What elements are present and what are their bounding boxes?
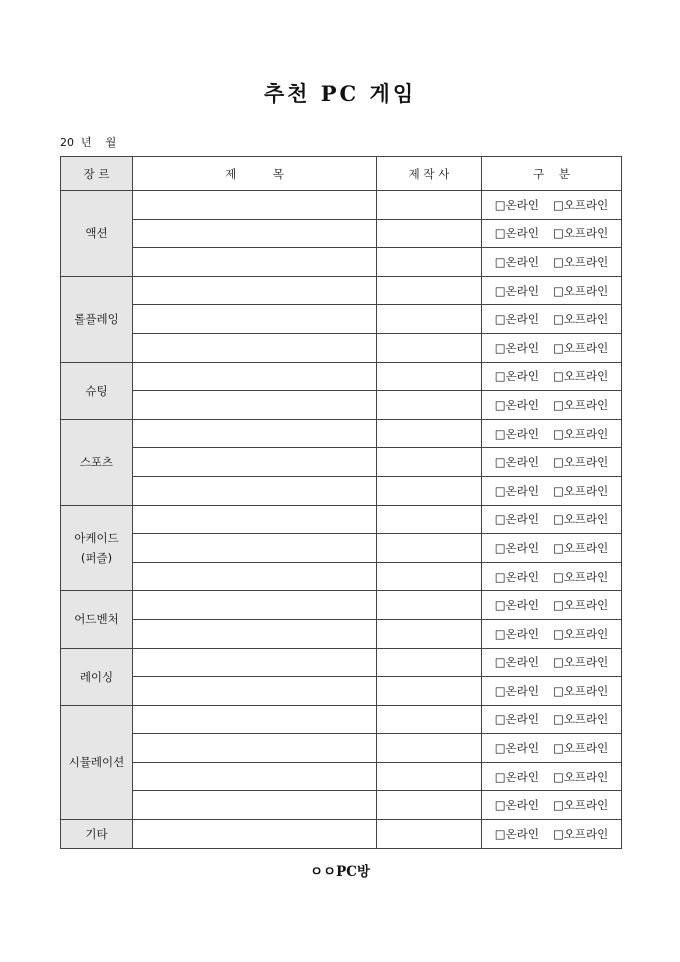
maker-cell[interactable] xyxy=(377,476,482,505)
online-checkbox[interactable]: □온라인 xyxy=(494,826,539,841)
offline-checkbox[interactable]: □오프라인 xyxy=(552,741,609,756)
online-checkbox[interactable]: □온라인 xyxy=(494,741,539,756)
maker-cell[interactable] xyxy=(377,333,482,362)
category-cell xyxy=(482,391,622,420)
offline-checkbox[interactable]: □오프라인 xyxy=(552,655,609,670)
category-cell xyxy=(482,505,622,534)
maker-cell[interactable] xyxy=(377,820,482,849)
game-title-cell[interactable] xyxy=(133,791,377,820)
maker-cell[interactable] xyxy=(377,448,482,477)
offline-checkbox[interactable]: □오프라인 xyxy=(552,483,609,498)
table-row xyxy=(61,820,622,849)
maker-cell[interactable] xyxy=(377,219,482,248)
genre-cell: 레이싱 xyxy=(61,648,133,705)
offline-checkbox[interactable]: □오프라인 xyxy=(552,197,609,212)
table-row xyxy=(61,677,622,706)
game-title-cell[interactable] xyxy=(133,362,377,391)
table-row xyxy=(61,391,622,420)
online-checkbox[interactable]: □온라인 xyxy=(494,369,539,384)
table-row xyxy=(61,362,622,391)
footer-pc-room-name: ㅇㅇPC방 xyxy=(309,864,371,880)
table-row xyxy=(61,562,622,591)
offline-checkbox[interactable]: □오프라인 xyxy=(552,312,609,327)
online-checkbox[interactable]: □온라인 xyxy=(494,312,539,327)
game-title-cell[interactable] xyxy=(133,677,377,706)
table-row xyxy=(61,791,622,820)
offline-checkbox[interactable]: □오프라인 xyxy=(552,426,609,441)
table-row xyxy=(61,276,622,305)
category-cell xyxy=(482,619,622,648)
maker-cell[interactable] xyxy=(377,591,482,620)
maker-cell[interactable] xyxy=(377,419,482,448)
category-cell xyxy=(482,276,622,305)
header-row xyxy=(61,157,622,191)
online-checkbox[interactable]: □온라인 xyxy=(494,226,539,241)
online-checkbox[interactable]: □온라인 xyxy=(494,397,539,412)
table-row xyxy=(61,219,622,248)
offline-checkbox[interactable]: □오프라인 xyxy=(552,798,609,813)
maker-cell[interactable] xyxy=(377,762,482,791)
game-title-cell[interactable] xyxy=(133,705,377,734)
game-title-cell[interactable] xyxy=(133,305,377,334)
game-title-cell[interactable] xyxy=(133,820,377,849)
game-title-cell[interactable] xyxy=(133,562,377,591)
table-row xyxy=(61,648,622,677)
maker-cell[interactable] xyxy=(377,619,482,648)
online-checkbox[interactable]: □온라인 xyxy=(494,569,539,584)
genre-cell: 어드벤처 xyxy=(61,591,133,648)
table-row xyxy=(61,705,622,734)
category-cell xyxy=(482,419,622,448)
category-cell xyxy=(482,791,622,820)
category-cell xyxy=(482,248,622,277)
table-row xyxy=(61,448,622,477)
maker-cell[interactable] xyxy=(377,391,482,420)
title-header: 제 목 xyxy=(133,157,377,191)
offline-checkbox[interactable]: □오프라인 xyxy=(552,512,609,527)
game-title-cell[interactable] xyxy=(133,191,377,220)
genre-cell: 롤플레잉 xyxy=(61,276,133,362)
category-cell xyxy=(482,705,622,734)
maker-cell[interactable] xyxy=(377,791,482,820)
game-title-cell[interactable] xyxy=(133,448,377,477)
maker-cell[interactable] xyxy=(377,677,482,706)
category-cell xyxy=(482,762,622,791)
online-checkbox[interactable]: □온라인 xyxy=(494,426,539,441)
genre-cell: 기타 xyxy=(61,820,133,849)
category-cell xyxy=(482,591,622,620)
table-body xyxy=(61,191,622,849)
game-title-cell[interactable] xyxy=(133,505,377,534)
game-title-cell[interactable] xyxy=(133,248,377,277)
online-checkbox[interactable]: □온라인 xyxy=(494,455,539,470)
category-cell xyxy=(482,534,622,563)
maker-cell[interactable] xyxy=(377,734,482,763)
offline-checkbox[interactable]: □오프라인 xyxy=(552,283,609,298)
maker-cell[interactable] xyxy=(377,362,482,391)
table-row xyxy=(61,305,622,334)
offline-checkbox[interactable]: □오프라인 xyxy=(552,254,609,269)
maker-cell[interactable] xyxy=(377,505,482,534)
online-checkbox[interactable]: □온라인 xyxy=(494,483,539,498)
offline-checkbox[interactable]: □오프라인 xyxy=(552,769,609,784)
category-cell xyxy=(482,562,622,591)
game-title-cell[interactable] xyxy=(133,391,377,420)
online-checkbox[interactable]: □온라인 xyxy=(494,197,539,212)
genre-cell: 시뮬레이션 xyxy=(61,705,133,819)
maker-cell[interactable] xyxy=(377,562,482,591)
maker-cell[interactable] xyxy=(377,191,482,220)
online-checkbox[interactable]: □온라인 xyxy=(494,626,539,641)
offline-checkbox[interactable]: □오프라인 xyxy=(552,369,609,384)
offline-checkbox[interactable]: □오프라인 xyxy=(552,598,609,613)
table-row xyxy=(61,591,622,620)
online-checkbox[interactable]: □온라인 xyxy=(494,798,539,813)
offline-checkbox[interactable]: □오프라인 xyxy=(552,626,609,641)
category-cell xyxy=(482,677,622,706)
genre-cell: 슈팅 xyxy=(61,362,133,419)
maker-cell[interactable] xyxy=(377,276,482,305)
table-row xyxy=(61,734,622,763)
game-recommendation-table xyxy=(60,156,622,849)
category-cell xyxy=(482,219,622,248)
online-checkbox[interactable]: □온라인 xyxy=(494,540,539,555)
game-title-cell[interactable] xyxy=(133,534,377,563)
offline-checkbox[interactable]: □오프라인 xyxy=(552,826,609,841)
maker-cell[interactable] xyxy=(377,705,482,734)
maker-cell[interactable] xyxy=(377,248,482,277)
game-title-cell[interactable] xyxy=(133,619,377,648)
table-row xyxy=(61,534,622,563)
category-cell xyxy=(482,191,622,220)
online-checkbox[interactable]: □온라인 xyxy=(494,712,539,727)
document-title: 추천 PC 게임 xyxy=(263,81,417,106)
category-cell xyxy=(482,362,622,391)
online-checkbox[interactable]: □온라인 xyxy=(494,683,539,698)
game-title-cell[interactable] xyxy=(133,219,377,248)
table-row xyxy=(61,333,622,362)
maker-cell[interactable] xyxy=(377,534,482,563)
table-row xyxy=(61,619,622,648)
maker-header: 제 작 사 xyxy=(377,157,482,191)
game-title-cell[interactable] xyxy=(133,591,377,620)
game-title-cell[interactable] xyxy=(133,734,377,763)
category-cell xyxy=(482,734,622,763)
offline-checkbox[interactable]: □오프라인 xyxy=(552,397,609,412)
online-checkbox[interactable]: □온라인 xyxy=(494,655,539,670)
table-row xyxy=(61,248,622,277)
genre-cell: 액션 xyxy=(61,191,133,277)
game-title-cell[interactable] xyxy=(133,762,377,791)
table-row xyxy=(61,419,622,448)
online-checkbox[interactable]: □온라인 xyxy=(494,283,539,298)
online-checkbox[interactable]: □온라인 xyxy=(494,340,539,355)
offline-checkbox[interactable]: □오프라인 xyxy=(552,569,609,584)
offline-checkbox[interactable]: □오프라인 xyxy=(552,712,609,727)
offline-checkbox[interactable]: □오프라인 xyxy=(552,226,609,241)
game-title-cell[interactable] xyxy=(133,419,377,448)
game-title-cell[interactable] xyxy=(133,648,377,677)
online-checkbox[interactable]: □온라인 xyxy=(494,512,539,527)
genre-header: 장 르 xyxy=(61,157,133,191)
game-title-cell[interactable] xyxy=(133,333,377,362)
online-checkbox[interactable]: □온라인 xyxy=(494,769,539,784)
category-cell xyxy=(482,305,622,334)
online-checkbox[interactable]: □온라인 xyxy=(494,254,539,269)
game-title-cell[interactable] xyxy=(133,476,377,505)
offline-checkbox[interactable]: □오프라인 xyxy=(552,540,609,555)
genre-cell: 스포츠 xyxy=(61,419,133,505)
category-cell xyxy=(482,448,622,477)
category-header: 구 분 xyxy=(482,157,622,191)
table-row xyxy=(61,762,622,791)
maker-cell[interactable] xyxy=(377,305,482,334)
offline-checkbox[interactable]: □오프라인 xyxy=(552,455,609,470)
category-cell xyxy=(482,820,622,849)
online-checkbox[interactable]: □온라인 xyxy=(494,598,539,613)
category-cell xyxy=(482,648,622,677)
offline-checkbox[interactable]: □오프라인 xyxy=(552,340,609,355)
date-line: 20 년 월 xyxy=(60,136,117,149)
table-row xyxy=(61,505,622,534)
genre-cell: 아케이드 (퍼즐) xyxy=(61,505,133,591)
category-cell xyxy=(482,333,622,362)
game-title-cell[interactable] xyxy=(133,276,377,305)
table-row xyxy=(61,476,622,505)
table-row xyxy=(61,191,622,220)
offline-checkbox[interactable]: □오프라인 xyxy=(552,683,609,698)
category-cell xyxy=(482,476,622,505)
maker-cell[interactable] xyxy=(377,648,482,677)
